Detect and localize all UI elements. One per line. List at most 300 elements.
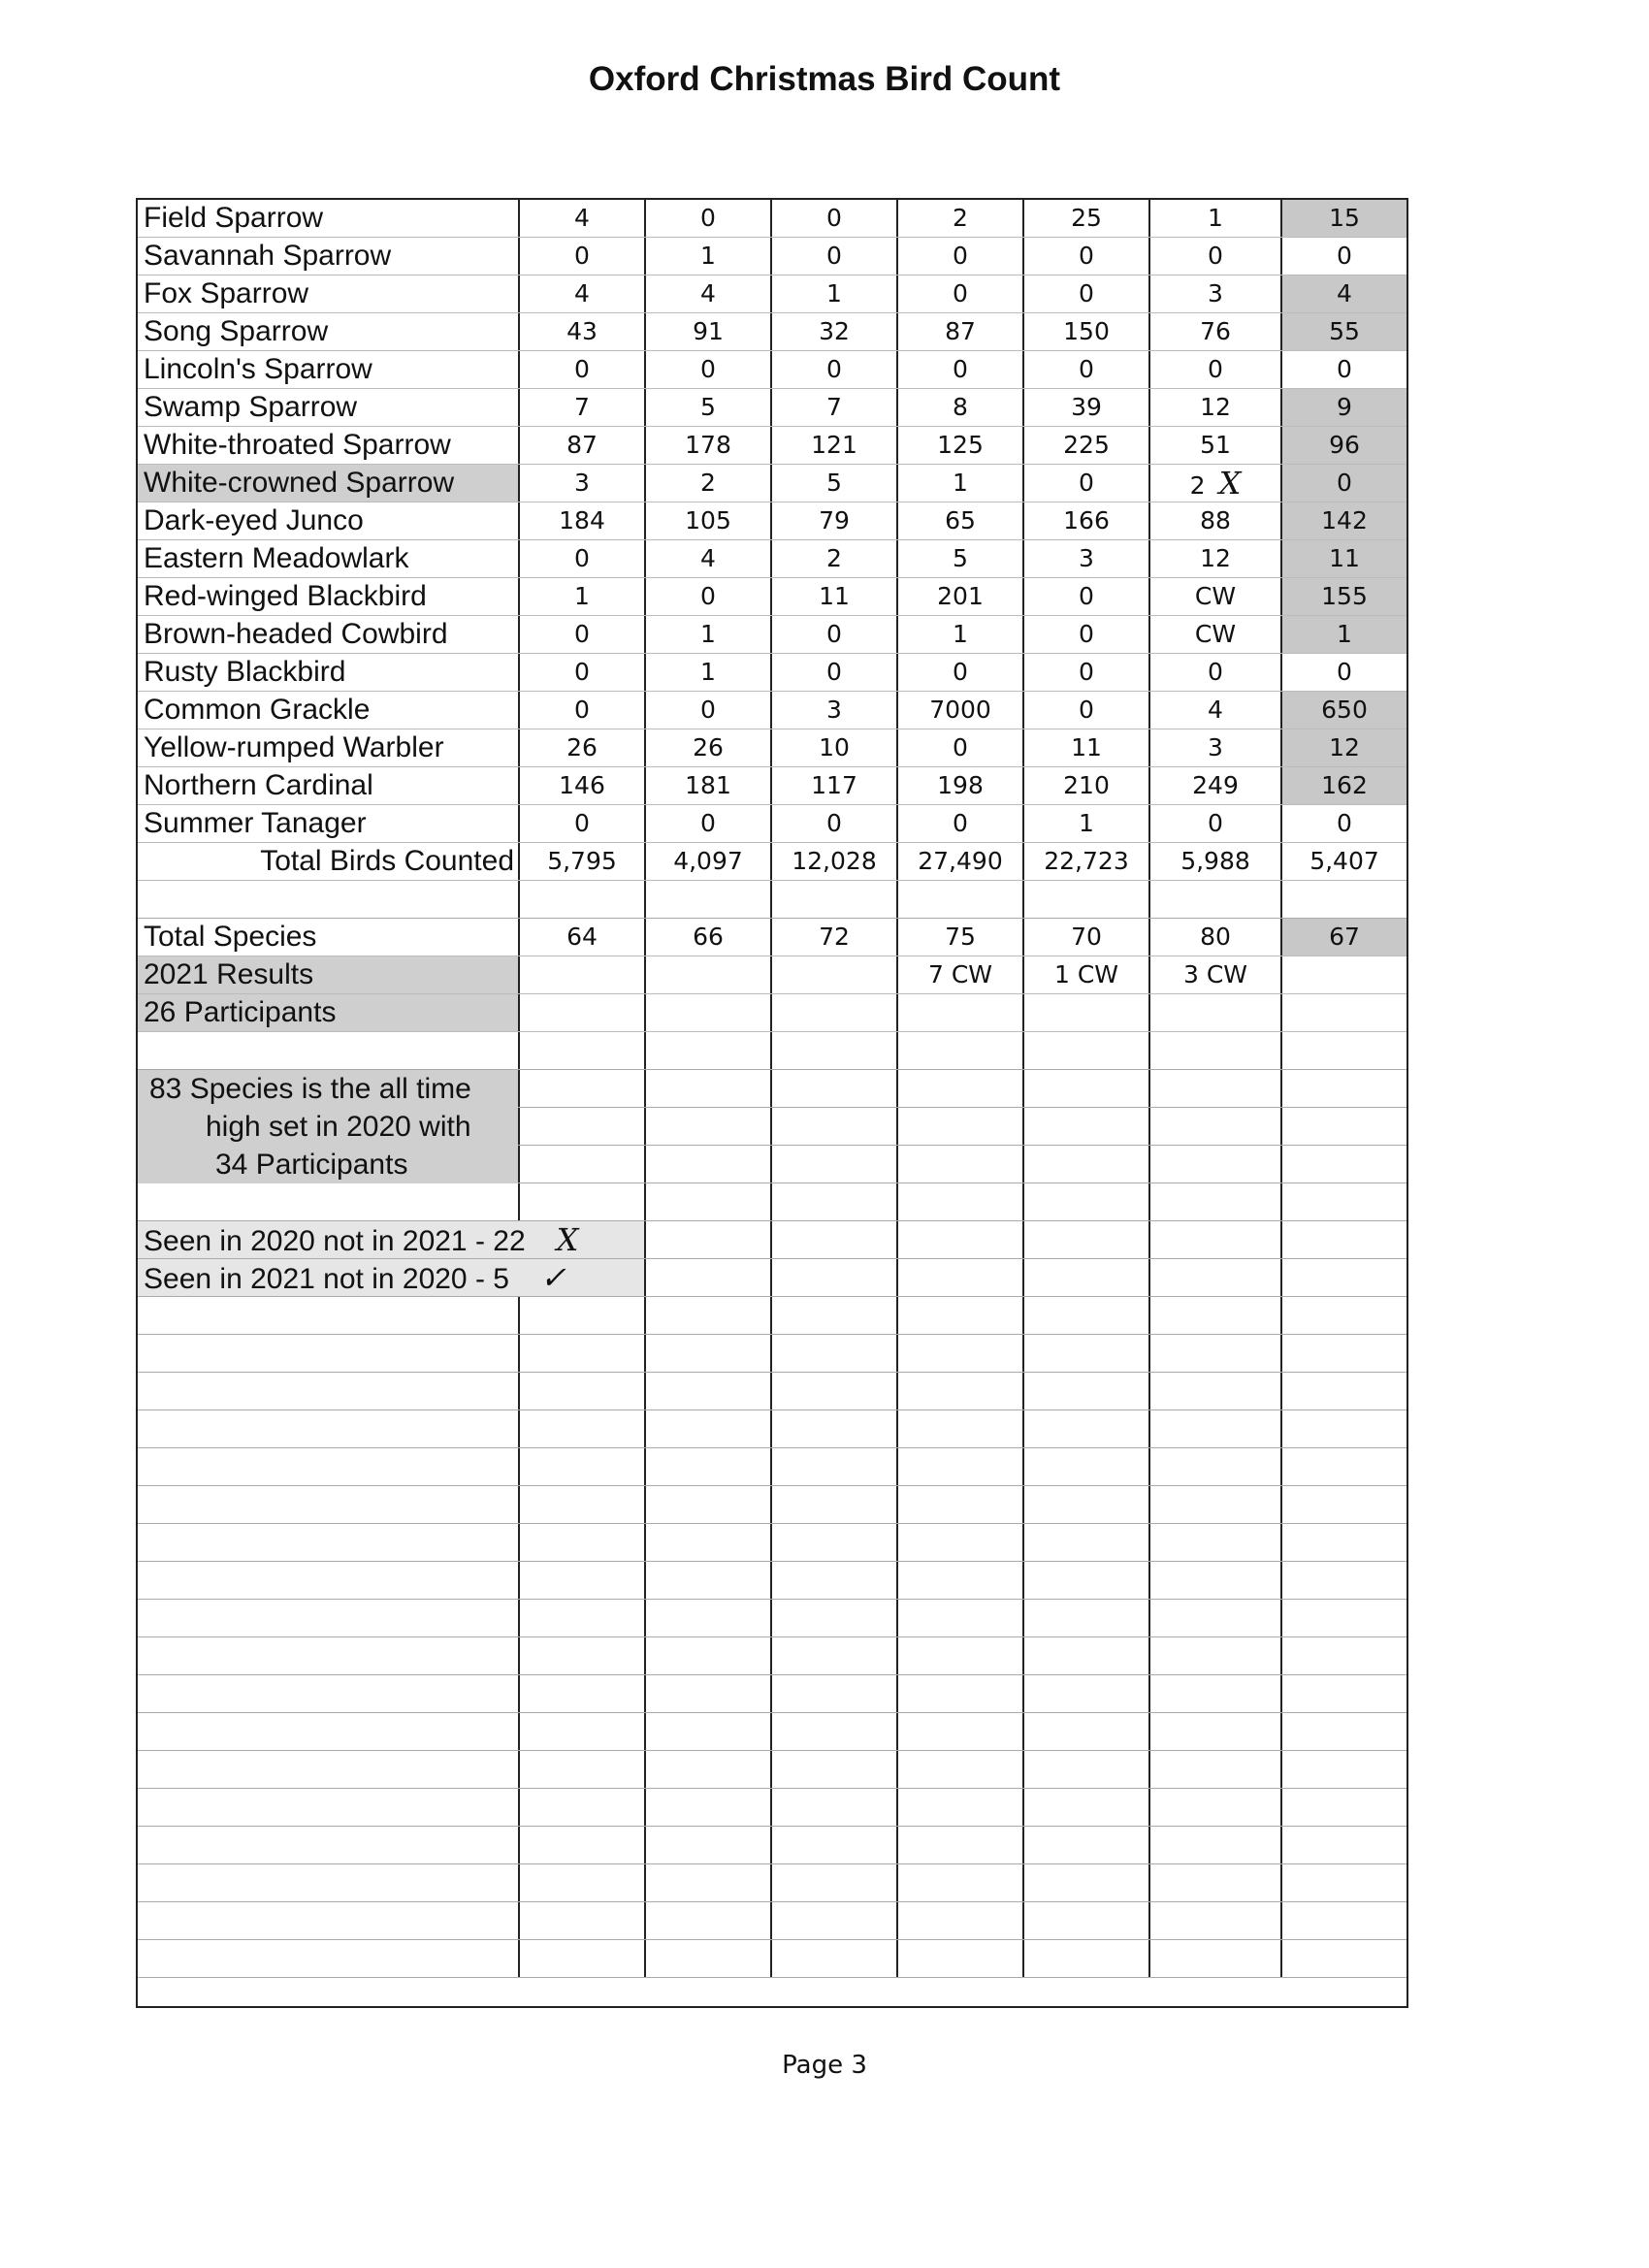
count-value: 1: [953, 469, 968, 497]
count-cell: [770, 1524, 896, 1561]
count-cell: [896, 1486, 1022, 1523]
count-cell: [644, 1410, 770, 1447]
count-value: 4: [1337, 279, 1352, 308]
blank-row: [138, 1032, 1406, 1070]
count-cell: [1022, 616, 1148, 653]
count-cell: [644, 1600, 770, 1636]
count-cell: [1148, 313, 1280, 350]
count-cell: [1148, 427, 1280, 464]
count-cell: [644, 1486, 770, 1523]
count-cell: [1280, 1486, 1406, 1523]
count-value: 117: [811, 771, 857, 799]
count-cell: [644, 1827, 770, 1863]
count-value: 5,407: [1310, 847, 1379, 875]
count-cell: [1148, 1864, 1280, 1901]
count-cell: [770, 275, 896, 312]
count-cell: [1148, 1940, 1280, 1977]
species-name: Field Sparrow: [144, 202, 324, 234]
count-value: 25: [1071, 204, 1102, 232]
total-species-row: [138, 919, 1406, 956]
blank-row: [138, 1410, 1406, 1448]
count-cell: [1280, 956, 1406, 993]
seen-2020-not-2021: [144, 1221, 578, 1260]
seen-2021-not-2020-text: Seen in 2021 not in 2020 - 5: [144, 1263, 509, 1295]
count-cell: [644, 1032, 770, 1069]
page-number: Page 3: [782, 2051, 867, 2080]
count-cell: [896, 540, 1022, 577]
count-value: 1: [1337, 620, 1352, 648]
species-name: [138, 1335, 518, 1372]
total-birds-label: Total Birds Counted: [260, 845, 514, 877]
count-cell: [1148, 843, 1280, 880]
count-cell: [644, 1864, 770, 1901]
count-cell: [644, 692, 770, 729]
count-cell: [1148, 1183, 1280, 1220]
count-cell: [518, 540, 644, 577]
count-cell: [1022, 1221, 1148, 1258]
page-title: Oxford Christmas Bird Count: [588, 60, 1061, 98]
table-row: [138, 729, 1406, 767]
count-value: 12,028: [792, 847, 877, 875]
count-cell: [644, 1221, 770, 1258]
count-cell: [518, 1637, 644, 1674]
count-cell: [1280, 1183, 1406, 1220]
count-cell: [1022, 919, 1148, 956]
count-value: 12: [1329, 733, 1360, 761]
count-cell: [896, 1146, 1022, 1183]
count-cell: [1280, 1713, 1406, 1750]
count-cell: [896, 956, 1022, 993]
count-cell: [1280, 1864, 1406, 1901]
table-row: [138, 313, 1406, 351]
species-name: [138, 1713, 518, 1750]
count-cell: [770, 1940, 896, 1977]
count-value: 0: [1079, 582, 1094, 610]
count-value: 0: [826, 658, 842, 686]
count-value: 121: [811, 431, 857, 459]
count-cell: [1022, 1940, 1148, 1977]
note-line: 83 Species is the all time: [149, 1073, 471, 1105]
count-cell: [518, 1335, 644, 1372]
count-value: 3: [1079, 544, 1094, 572]
count-value: 0: [1337, 242, 1352, 270]
species-name: [138, 1940, 518, 1977]
species-name: White-throated Sparrow: [144, 429, 451, 461]
count-cell: [1280, 616, 1406, 653]
count-value: 0: [700, 696, 716, 724]
count-cell: [518, 1108, 644, 1145]
count-cell: [1280, 1637, 1406, 1674]
count-cell: [770, 616, 896, 653]
count-cell: [1148, 1221, 1280, 1258]
species-name: [138, 1410, 518, 1447]
count-cell: [896, 654, 1022, 691]
count-cell: [518, 465, 644, 502]
count-cell: [518, 729, 644, 766]
seen-2021-not-2020: [144, 1259, 566, 1298]
count-cell: [896, 1902, 1022, 1939]
count-cell: [644, 389, 770, 426]
count-value: 3: [1208, 279, 1223, 308]
count-cell: [1280, 692, 1406, 729]
count-value: 0: [574, 696, 590, 724]
count-cell: [644, 1259, 770, 1296]
blank-row: [138, 1448, 1406, 1486]
count-cell: [1022, 1146, 1148, 1183]
count-value: 1: [1208, 204, 1223, 232]
count-cell: [1022, 1902, 1148, 1939]
count-cell: [644, 767, 770, 804]
count-value: 0: [1079, 469, 1094, 497]
count-cell: [518, 1297, 644, 1334]
count-cell: [1022, 1070, 1148, 1107]
count-cell: [1022, 1751, 1148, 1788]
count-cell: [770, 351, 896, 388]
count-cell: [896, 881, 1022, 918]
count-cell: [770, 502, 896, 539]
count-cell: [644, 540, 770, 577]
count-value: 0: [953, 279, 968, 308]
count-value: 155: [1321, 582, 1368, 610]
count-cell: [770, 994, 896, 1031]
count-value: 142: [1321, 506, 1368, 535]
count-cell: [644, 427, 770, 464]
all-time-high-note: [138, 1070, 518, 1183]
species-name: Savannah Sparrow: [144, 240, 392, 272]
count-cell: [644, 200, 770, 237]
blank-row: [138, 1297, 1406, 1335]
count-cell: [896, 1713, 1022, 1750]
count-cell: [770, 843, 896, 880]
count-cell: [644, 1183, 770, 1220]
count-cell: [518, 1562, 644, 1599]
species-name: [138, 1297, 518, 1334]
count-value: 7: [574, 393, 590, 421]
count-cell: [1022, 1486, 1148, 1523]
table-row: [138, 465, 1406, 502]
count-value: 0: [1208, 355, 1223, 383]
count-value: 11: [1329, 544, 1360, 572]
species-name: [138, 1675, 518, 1712]
count-value: CW: [1194, 620, 1237, 648]
count-value: 0: [826, 242, 842, 270]
count-cell: [896, 994, 1022, 1031]
count-cell: [770, 578, 896, 615]
blank-row: [138, 1637, 1406, 1675]
count-cell: [1148, 1902, 1280, 1939]
count-cell: [644, 1335, 770, 1372]
count-cell: [1280, 389, 1406, 426]
count-cell: [518, 1410, 644, 1447]
count-cell: [1148, 1297, 1280, 1334]
count-cell: [770, 956, 896, 993]
count-cell: [1148, 1789, 1280, 1826]
count-cell: [896, 1789, 1022, 1826]
species-name: [138, 1448, 518, 1485]
count-cell: [896, 1940, 1022, 1977]
count-cell: [644, 1108, 770, 1145]
count-cell: [1280, 1448, 1406, 1485]
count-cell: [770, 1600, 896, 1636]
count-cell: [1022, 540, 1148, 577]
count-cell: [1148, 1562, 1280, 1599]
species-name: Lincoln's Sparrow: [144, 353, 372, 385]
count-cell: [1280, 1675, 1406, 1712]
count-cell: [1280, 502, 1406, 539]
count-cell: [644, 956, 770, 993]
count-value: 4,097: [673, 847, 743, 875]
species-name: Brown-headed Cowbird: [144, 618, 448, 650]
count-value: 70: [1071, 923, 1102, 951]
count-cell: [1022, 767, 1148, 804]
count-cell: [1280, 881, 1406, 918]
count-cell: [1280, 654, 1406, 691]
count-cell: [896, 1221, 1022, 1258]
count-cell: [770, 767, 896, 804]
count-value: 0: [574, 658, 590, 686]
count-cell: [770, 1032, 896, 1069]
count-cell: [1022, 1789, 1148, 1826]
count-cell: [1022, 200, 1148, 237]
blank-row: [138, 1827, 1406, 1864]
count-cell: [644, 1789, 770, 1826]
table-row: [138, 351, 1406, 389]
count-cell: [896, 275, 1022, 312]
count-cell: [896, 1675, 1022, 1712]
count-cell: [1148, 1524, 1280, 1561]
count-cell: [518, 1789, 644, 1826]
count-cell: [770, 540, 896, 577]
count-cell: [644, 1675, 770, 1712]
count-cell: [1148, 1146, 1280, 1183]
count-cell: [896, 1032, 1022, 1069]
count-value: 0: [826, 204, 842, 232]
count-cell: [896, 919, 1022, 956]
count-value: 184: [559, 506, 605, 535]
count-cell: [1280, 919, 1406, 956]
count-cell: [1280, 843, 1406, 880]
species-name: [138, 1600, 518, 1636]
count-cell: [1148, 1259, 1280, 1296]
x-mark-icon: X: [556, 1221, 579, 1258]
count-value: 87: [945, 317, 976, 345]
count-cell: [1148, 1032, 1280, 1069]
species-name: [138, 1486, 518, 1523]
blank-row: [138, 1751, 1406, 1789]
count-value: 0: [1337, 658, 1352, 686]
count-cell: [644, 465, 770, 502]
table-row: [138, 275, 1406, 313]
count-cell: [1148, 1486, 1280, 1523]
count-value: 0: [1079, 696, 1094, 724]
count-cell: [518, 313, 644, 350]
count-cell: [1148, 767, 1280, 804]
count-cell: [896, 502, 1022, 539]
count-value: 4: [700, 544, 716, 572]
count-value: 88: [1200, 506, 1231, 535]
count-value: 0: [953, 242, 968, 270]
count-cell: [1022, 578, 1148, 615]
count-cell: [518, 692, 644, 729]
species-name: [138, 1032, 518, 1069]
count-cell: [1148, 1448, 1280, 1485]
count-cell: [1280, 1221, 1406, 1258]
count-value: 3: [826, 696, 842, 724]
count-value: 8: [953, 393, 968, 421]
count-cell: [896, 805, 1022, 842]
count-cell: [1280, 994, 1406, 1031]
count-cell: [644, 805, 770, 842]
count-cell: [1280, 729, 1406, 766]
count-cell: [1022, 805, 1148, 842]
count-cell: [644, 1070, 770, 1107]
count-cell: [1280, 1524, 1406, 1561]
species-name: Red-winged Blackbird: [144, 580, 427, 612]
blank-row: [138, 1675, 1406, 1713]
count-value: 198: [937, 771, 984, 799]
count-cell: [518, 805, 644, 842]
count-cell: [1148, 275, 1280, 312]
count-value: 162: [1321, 771, 1368, 799]
count-value: 0: [1208, 809, 1223, 837]
count-value: 166: [1063, 506, 1110, 535]
count-cell: [1280, 275, 1406, 312]
spacer-row: [138, 881, 1406, 919]
count-cell: [518, 1827, 644, 1863]
count-value: 7 CW: [927, 960, 993, 988]
check-mark-icon: ✓: [539, 1259, 566, 1296]
count-cell: [518, 956, 644, 993]
count-cell: [518, 351, 644, 388]
count-cell: [518, 427, 644, 464]
count-value: 7: [826, 393, 842, 421]
count-value: 4: [700, 279, 716, 308]
count-cell: [770, 200, 896, 237]
count-cell: [1280, 1373, 1406, 1409]
count-value: 5,795: [547, 847, 617, 875]
count-cell: [770, 1108, 896, 1145]
species-name: Rusty Blackbird: [144, 656, 346, 688]
count-cell: [518, 1902, 644, 1939]
count-cell: [644, 1146, 770, 1183]
count-cell: [518, 919, 644, 956]
count-cell: [518, 1940, 644, 1977]
table-row: [138, 238, 1406, 275]
count-cell: [1148, 1108, 1280, 1145]
count-value: 150: [1063, 317, 1110, 345]
count-cell: [644, 1637, 770, 1674]
count-cell: [644, 881, 770, 918]
count-cell: [896, 729, 1022, 766]
count-cell: [1148, 1410, 1280, 1447]
count-value: 0: [1337, 809, 1352, 837]
count-value: 4: [574, 204, 590, 232]
count-cell: [1280, 540, 1406, 577]
count-value: 249: [1192, 771, 1239, 799]
blank-row: [138, 1864, 1406, 1902]
count-value: 1: [700, 242, 716, 270]
count-cell: [1148, 1675, 1280, 1712]
count-value: 0: [1079, 620, 1094, 648]
count-cell: [1148, 994, 1280, 1031]
count-cell: [770, 1335, 896, 1372]
count-cell: [896, 1751, 1022, 1788]
count-cell: [644, 313, 770, 350]
count-cell: [518, 1600, 644, 1636]
count-cell: [1148, 540, 1280, 577]
results-row: [138, 956, 1406, 994]
count-value: 67: [1329, 923, 1360, 951]
count-value: 96: [1329, 431, 1360, 459]
count-cell: [896, 1524, 1022, 1561]
count-cell: [518, 389, 644, 426]
count-cell: [1280, 1335, 1406, 1372]
count-value: 9: [1337, 393, 1352, 421]
count-cell: [770, 1827, 896, 1863]
count-cell: [770, 427, 896, 464]
blank-row: [138, 1183, 1406, 1221]
count-cell: [896, 238, 1022, 275]
count-value: 11: [1071, 733, 1102, 761]
bird-count-table: [136, 198, 1408, 2008]
count-cell: [1148, 654, 1280, 691]
count-value: 2: [826, 544, 842, 572]
count-cell: [770, 313, 896, 350]
count-value: 64: [566, 923, 598, 951]
species-name: [138, 1183, 518, 1220]
count-cell: [644, 351, 770, 388]
count-cell: [896, 1335, 1022, 1372]
count-cell: [1280, 1600, 1406, 1636]
count-value: 2: [700, 469, 716, 497]
count-cell: [518, 654, 644, 691]
count-value: 210: [1063, 771, 1110, 799]
count-cell: [644, 729, 770, 766]
table-row: [138, 616, 1406, 654]
count-value: 178: [685, 431, 731, 459]
count-cell: [896, 1562, 1022, 1599]
table-row: [138, 389, 1406, 427]
count-value: 15: [1329, 204, 1360, 232]
species-name: [138, 1902, 518, 1939]
count-cell: [518, 200, 644, 237]
count-cell: [770, 1297, 896, 1334]
count-cell: [896, 578, 1022, 615]
count-cell: [1280, 1070, 1406, 1107]
count-value: 7000: [929, 696, 991, 724]
count-cell: [770, 389, 896, 426]
blank-row: [138, 1562, 1406, 1600]
count-value: 0: [574, 242, 590, 270]
count-cell: [1022, 275, 1148, 312]
count-cell: [518, 1373, 644, 1409]
table-row: [138, 767, 1406, 805]
count-value: 3: [574, 469, 590, 497]
count-value: 0: [700, 582, 716, 610]
species-name: Northern Cardinal: [144, 769, 373, 801]
note-line: high set in 2020 with: [206, 1111, 471, 1143]
count-cell: [1280, 805, 1406, 842]
count-cell: [518, 843, 644, 880]
table-row: [138, 805, 1406, 843]
count-cell: [770, 1070, 896, 1107]
count-value: 5: [826, 469, 842, 497]
count-cell: [518, 994, 644, 1031]
count-cell: [1022, 389, 1148, 426]
blank-row: [138, 1902, 1406, 1940]
count-cell: [1022, 1600, 1148, 1636]
count-cell: [896, 1070, 1022, 1107]
